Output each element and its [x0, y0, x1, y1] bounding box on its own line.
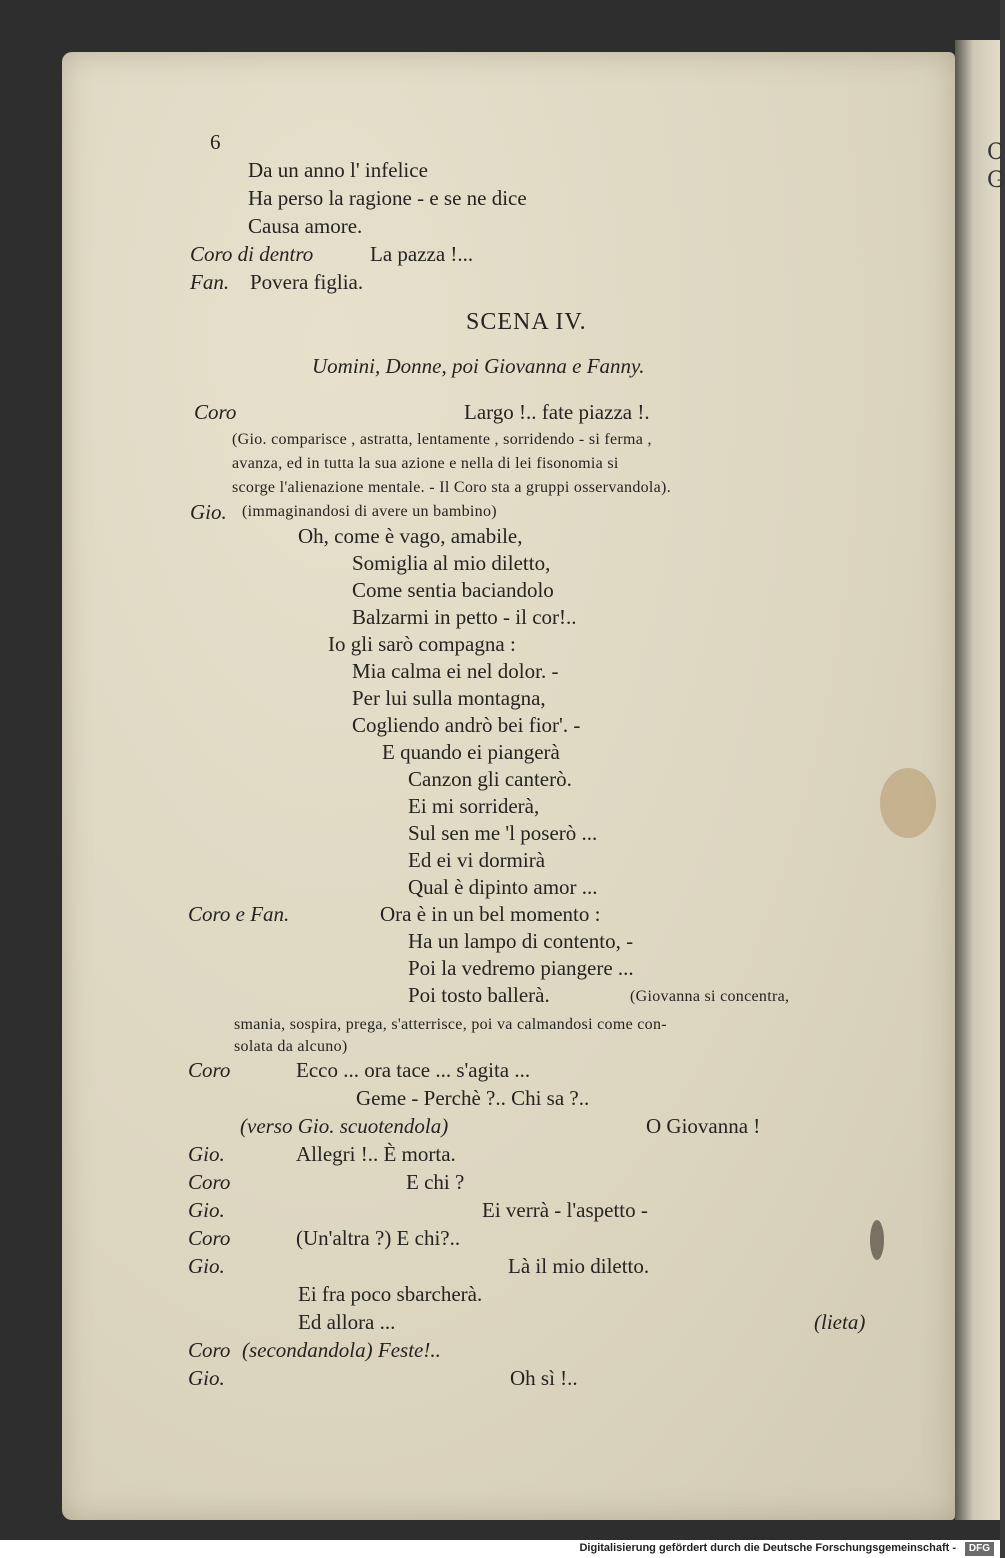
speaker: Coro — [194, 400, 237, 424]
stage-direction: scorge l'alienazione mentale. - Il Coro sta a gruppi osservandola). — [232, 479, 671, 496]
speech: Geme - Perchè ?.. Chi sa ?.. — [356, 1086, 590, 1110]
aria-line: Mia calma ei nel dolor. - — [352, 659, 559, 683]
speech: Oh sì !.. — [510, 1366, 578, 1390]
stage-direction: solata da alcuno) — [234, 1038, 348, 1055]
speaker: Gio. — [188, 1254, 225, 1278]
aria-line: E quando ei piangerà — [382, 740, 560, 764]
aria-line: Qual è dipinto amor ... — [408, 875, 598, 899]
dfg-logo-icon: DFG — [965, 1542, 994, 1556]
speech: Ed allora ... — [298, 1310, 396, 1334]
chorus-line: Ora è in un bel momento : — [380, 902, 601, 926]
aria-line: Ei mi sorriderà, — [408, 794, 540, 818]
speaker: Gio. — [188, 1142, 225, 1166]
aria-line: Oh, come è vago, amabile, — [298, 524, 523, 548]
stage-direction: (lieta) — [814, 1310, 866, 1334]
digitization-footer — [0, 1540, 1000, 1558]
speaker: Coro di dentro — [190, 242, 314, 266]
chorus-line: Poi tosto ballerà. — [408, 983, 550, 1007]
speaker: Gio. — [188, 1198, 225, 1222]
speech: Largo !.. fate piazza !. — [464, 400, 650, 424]
scene-characters: Uomini, Donne, poi Giovanna e Fanny. — [312, 354, 645, 378]
speaker: Coro — [188, 1338, 231, 1362]
speaker: Coro — [188, 1058, 231, 1082]
chorus-line: Ha un lampo di contento, - — [408, 929, 634, 953]
footer-credit: Digitalisierung gefördert durch die Deutsche Forschungsgemeinschaft - — [579, 1542, 956, 1554]
speech: Ecco ... ora tace ... s'agita ... — [296, 1058, 531, 1082]
aria-line: Per lui sulla montagna, — [352, 686, 546, 710]
stain — [880, 768, 936, 838]
scene-title: SCENA IV. — [466, 309, 587, 335]
verse-line: Da un anno l' infelice — [248, 158, 428, 182]
speaker: Gio. — [188, 1366, 225, 1390]
stage-direction: avanza, ed in tutta la sua azione e nella di lei fisonomia si — [232, 455, 619, 472]
speaker: Coro — [188, 1226, 231, 1250]
speech: O Giovanna ! — [646, 1114, 761, 1138]
stage-direction: (Giovanna si concentra, — [630, 988, 790, 1005]
speaker: Coro — [188, 1170, 231, 1194]
verse-line: Ha perso la ragione - e se ne dice — [248, 186, 527, 210]
aria-line: Somiglia al mio diletto, — [352, 551, 551, 575]
edge-letter: C — [987, 140, 1004, 165]
speaker: (verso Gio. scuotendola) — [240, 1114, 449, 1138]
stage-direction: smania, sospira, prega, s'atterrisce, poi va calmandosi come con- — [234, 1016, 667, 1033]
aria-line: Io gli sarò compagna : — [328, 632, 516, 656]
aria-line: Ed ei vi dormirà — [408, 848, 546, 872]
speech: Ei verrà - l'aspetto - — [482, 1198, 648, 1222]
aria-line: Canzon gli canterò. — [408, 767, 572, 791]
aria-line: Cogliendo andrò bei fior'. - — [352, 713, 581, 737]
speaker: Coro e Fan. — [188, 902, 290, 926]
speech: La pazza !... — [370, 242, 474, 266]
aria-line: Balzarmi in petto - il cor!.. — [352, 605, 577, 629]
next-page-edge — [955, 40, 1005, 1520]
speech: Ei fra poco sbarcherà. — [298, 1282, 483, 1306]
aria-line: Sul sen me 'l poserò ... — [408, 821, 598, 845]
stage-direction: (immaginandosi di avere un bambino) — [242, 503, 497, 520]
speech: Povera figlia. — [250, 270, 364, 294]
speech: E chi ? — [406, 1170, 465, 1194]
speaker: Gio. — [190, 500, 227, 524]
speech: Allegri !.. È morta. — [296, 1142, 456, 1166]
speech: (secondandola) Feste!.. — [242, 1338, 441, 1362]
verse-line: Causa amore. — [248, 214, 363, 238]
book-page — [62, 52, 955, 1520]
speaker: Fan. — [190, 270, 230, 294]
stain — [870, 1220, 884, 1260]
speech: Là il mio diletto. — [508, 1254, 650, 1278]
speech: (Un'altra ?) E chi?.. — [296, 1226, 461, 1250]
stage-direction: (Gio. comparisce , astratta, lentamente , sorridendo - si ferma , — [232, 431, 652, 448]
page-number: 6 — [210, 130, 221, 154]
edge-letter: G — [987, 168, 1005, 193]
aria-line: Come sentia baciandolo — [352, 578, 554, 602]
chorus-line: Poi la vedremo piangere ... — [408, 956, 634, 980]
